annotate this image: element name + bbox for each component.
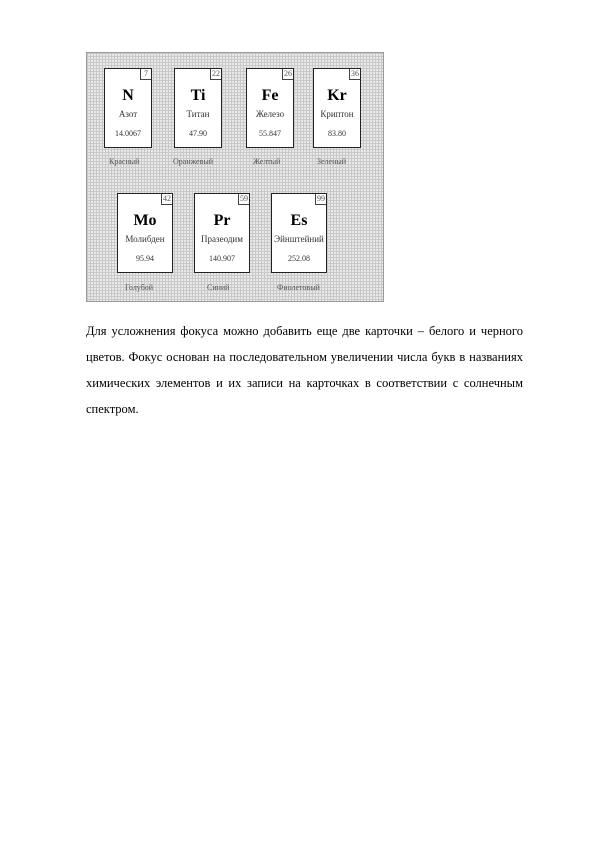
atomic-mass: 47.90 — [189, 129, 207, 138]
color-label: Фиолетовый — [277, 283, 320, 292]
color-label: Оранжевый — [173, 157, 214, 166]
element-card-krypton — [313, 68, 361, 148]
color-label: Голубой — [125, 283, 154, 292]
element-card-iron — [246, 68, 294, 148]
color-label: Зеленый — [317, 157, 347, 166]
element-symbol: Kr — [327, 87, 347, 104]
element-cards-figure — [86, 52, 384, 302]
atomic-number: 36 — [351, 69, 359, 78]
atomic-number: 59 — [240, 194, 248, 203]
atomic-number: 99 — [317, 194, 325, 203]
element-card-einsteinium — [271, 193, 327, 273]
element-name: Молибден — [125, 234, 165, 244]
atomic-mass: 95.94 — [136, 254, 154, 263]
atomic-mass: 55.847 — [259, 129, 281, 138]
color-label: Желтый — [253, 157, 281, 166]
element-name: Железо — [255, 109, 285, 119]
element-name: Криптон — [320, 109, 354, 119]
element-card-praseodymium — [194, 193, 250, 273]
atomic-number: 42 — [163, 194, 171, 203]
atomic-number: 26 — [284, 69, 292, 78]
element-symbol: N — [122, 87, 134, 104]
element-name: Празеодим — [201, 234, 243, 244]
atomic-mass: 83.80 — [328, 129, 346, 138]
atomic-number: 7 — [140, 69, 151, 80]
atomic-mass: 14.0067 — [115, 129, 141, 138]
element-symbol: Es — [290, 212, 308, 229]
element-name: Эйнштейний — [274, 234, 324, 244]
element-symbol: Ti — [190, 87, 206, 104]
atomic-mass: 252.08 — [288, 254, 310, 263]
body-paragraph: Для усложнения фокуса можно добавить еще две карточки – белого и черного цветов. Фокус основан на последовательном увеличении числа букв в названиях химических элементов и их записи на карточках в соответствии с солнечным спектром. — [86, 324, 523, 416]
color-label: Синий — [207, 283, 230, 292]
element-card-titanium — [174, 68, 222, 148]
element-card-molybdenum — [117, 193, 173, 273]
element-name: Азот — [118, 109, 138, 119]
color-label: Красный — [109, 157, 140, 166]
atomic-mass: 140.907 — [209, 254, 235, 263]
element-name: Титан — [186, 109, 210, 119]
element-symbol: Mo — [133, 212, 157, 229]
element-card-nitrogen — [104, 68, 152, 148]
atomic-number: 22 — [212, 69, 220, 78]
element-symbol: Pr — [213, 212, 231, 229]
element-symbol: Fe — [261, 87, 279, 104]
